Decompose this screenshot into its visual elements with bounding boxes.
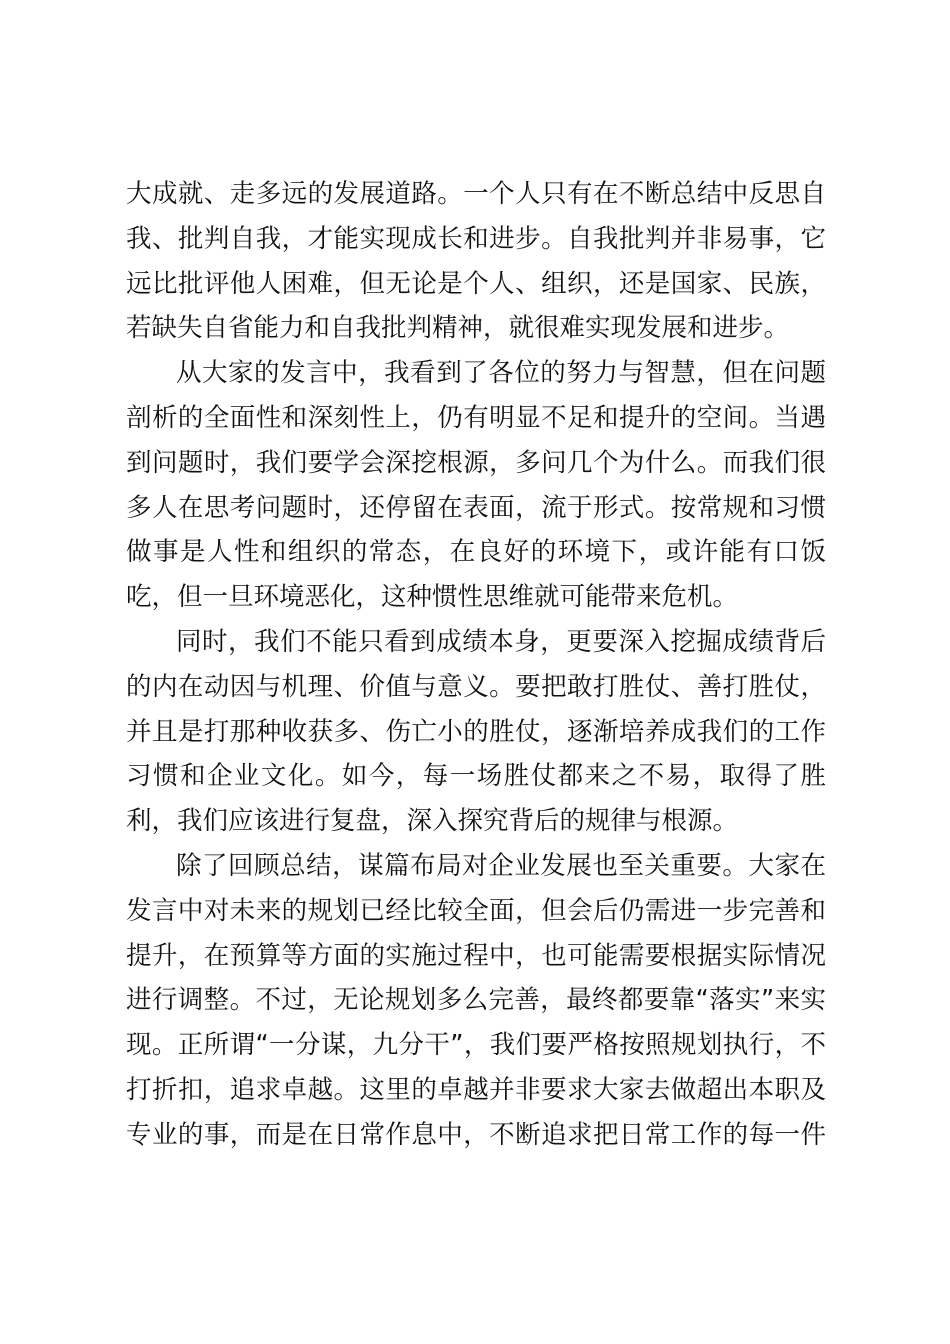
text-line: 做事是人性和组织的常态，在良好的环境下，或许能有口饭 — [126, 537, 826, 568]
text-line: 发言中对未来的规划已经比较全面，但会后仍需进一步完善和 — [126, 895, 826, 926]
text-line: 远比批评他人困难，但无论是个人、组织，还是国家、民族， — [126, 268, 826, 299]
text-line: 吃，但一旦环境恶化，这种惯性思维就可能带来危机。 — [126, 582, 739, 613]
paragraph-2 — [126, 351, 826, 620]
body-text — [126, 172, 826, 1158]
text-line: 多人在思考问题时，还停留在表面，流于形式。按常规和习惯 — [126, 492, 826, 523]
text-line: 剖析的全面性和深刻性上，仍有明显不足和提升的空间。当遇 — [126, 402, 826, 433]
text-line: 我、批判自我，才能实现成长和进步。自我批判并非易事，它 — [126, 223, 826, 254]
text-line: 若缺失自省能力和自我批判精神，就很难实现发展和进步。 — [126, 313, 790, 344]
text-line: 的内在动因与机理、价值与意义。要把敢打胜仗、善打胜仗， — [126, 671, 826, 702]
text-line: 除了回顾总结，谋篇布局对企业发展也至关重要。大家在 — [176, 850, 826, 881]
text-line: 到问题时，我们要学会深挖根源，多问几个为什么。而我们很 — [126, 447, 826, 478]
text-line: 从大家的发言中，我看到了各位的努力与智慧，但在问题 — [176, 358, 826, 389]
text-line: 习惯和企业文化。如今，每一场胜仗都来之不易，取得了胜 — [126, 761, 826, 792]
text-line: 专业的事，而是在日常作息中，不断追求把日常工作的每一件 — [126, 1119, 826, 1150]
text-line: 打折扣，追求卓越。这里的卓越并非要求大家去做超出本职及 — [126, 1074, 826, 1105]
text-line: 同时，我们不能只看到成绩本身，更要深入挖掘成绩背后 — [176, 626, 826, 657]
text-line: 大成就、走多远的发展道路。一个人只有在不断总结中反思自 — [126, 179, 826, 209]
text-line: 进行调整。不过，无论规划多么完善，最终都要靠“落实”来实 — [126, 985, 826, 1016]
paragraph-4 — [126, 844, 826, 1158]
text-line: 现。正所谓“一分谋，九分干”，我们要严格按照规划执行，不 — [126, 1030, 826, 1061]
paragraph-3 — [126, 620, 826, 844]
paragraph-1 — [126, 172, 826, 351]
text-line: 并且是打那种收获多、伤亡小的胜仗，逐渐培养成我们的工作 — [126, 716, 826, 747]
text-line: 提升，在预算等方面的实施过程中，也可能需要根据实际情况 — [126, 940, 826, 971]
text-line: 利，我们应该进行复盘，深入探究背后的规律与根源。 — [126, 806, 739, 837]
